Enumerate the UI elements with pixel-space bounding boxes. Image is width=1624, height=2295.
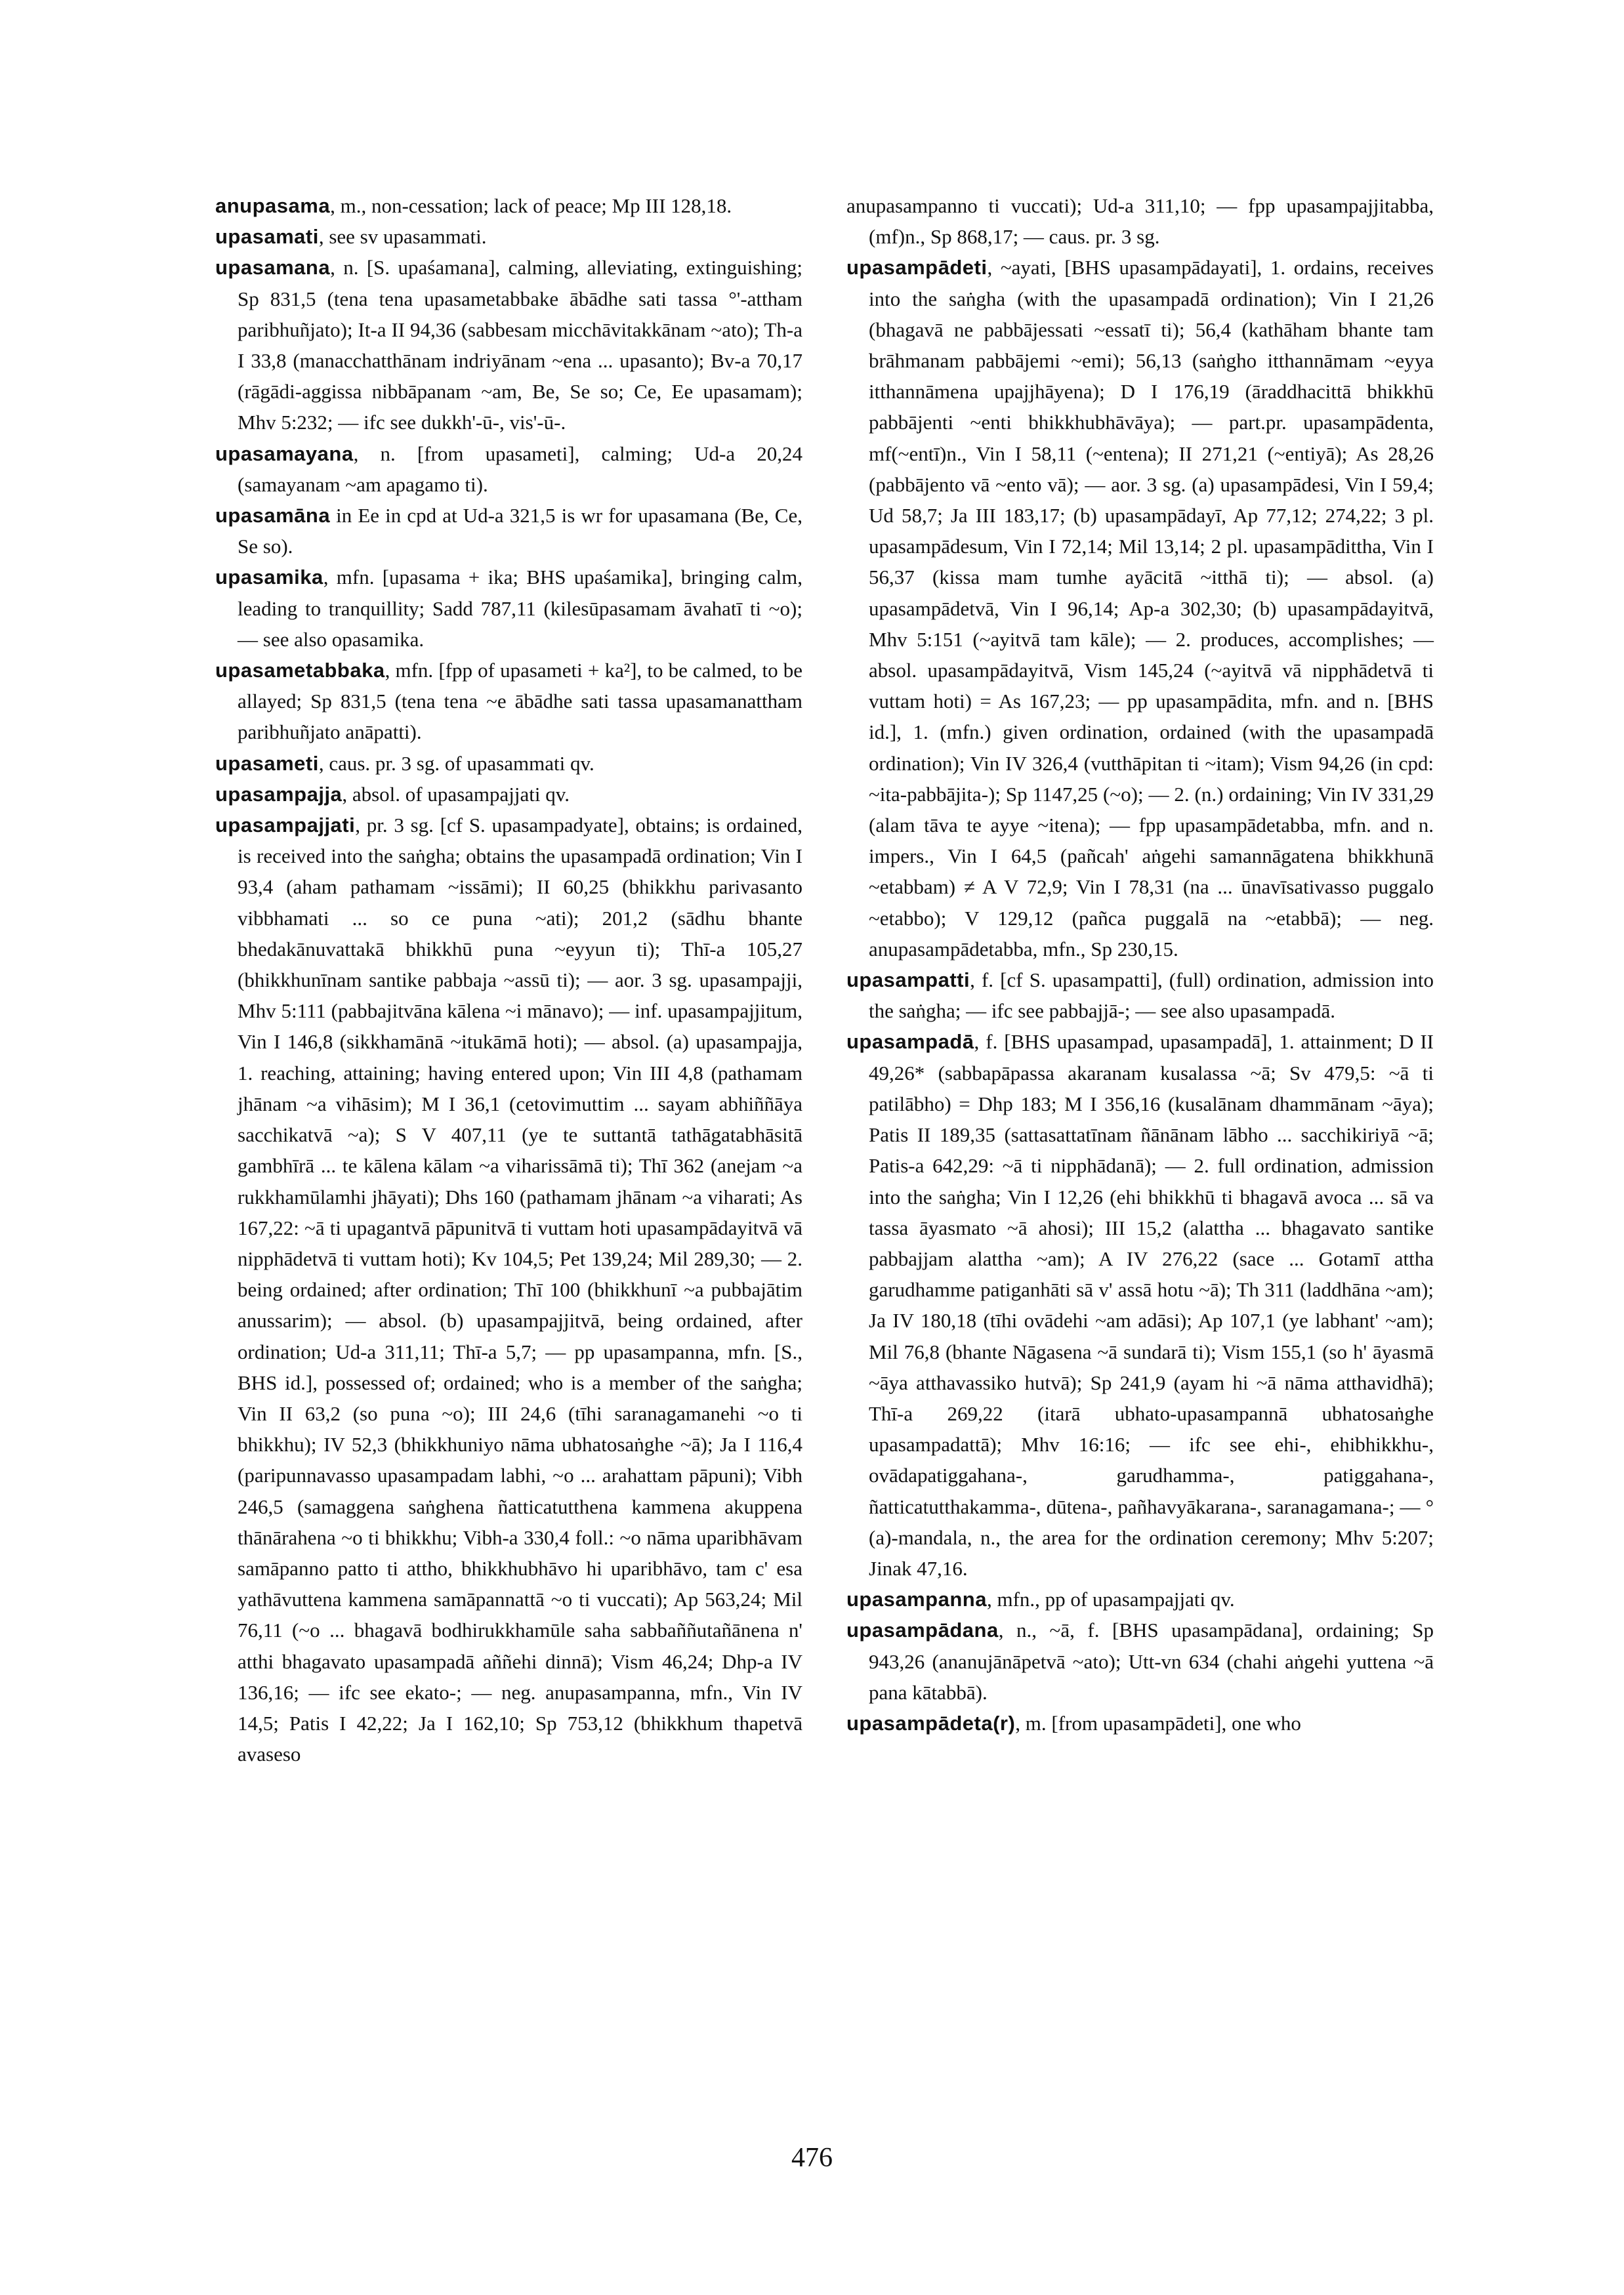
entry-body: in Ee in cpd at Ud-a 321,5 is wr for upasamana (Be, Ce, Se so). [238,504,802,558]
left-column [215,190,802,1769]
entry-body: , m. [from upasampādeti], one who [1015,1711,1301,1735]
entry-headword: upasamāna [215,504,331,527]
entry-body: , pr. 3 sg. [cf S. upasampadyate], obtains; is ordained, is received into the saṅgha; obtains the upasampadā ordination; Vin I 93,4 (aham pathamam ~issāmi); II 60,25 (bhikkhu parivasanto vibbhamati ... so ce puna ~ati); 201,2 (sādhu bhante bhedakānuvattakā bhikkhū puna ~eyyun ti); Thī-a 105,27 (bhikkhunīnam santike pabbaja ~assū ti); — aor. 3 sg. upasampajji, Mhv 5:111 (pabbajitvāna kālena ~i mānavo); — inf. upasampajjitum, Vin I 146,8 (sikkhamānā ~itukāmā hoti); — absol. (a) upasampajja, 1. reaching, attaining; having entered upon; Vin III 4,8 (pathamam jhānam ~a vihāsim); M I 36,1 (cetovimuttim ... sayam abhiññāya sacchikatvā ~a); S V 407,11 (ye te suttantā tathāgatabhāsitā gambhīrā ... te kālena kālam ~a viharissāmā ti); Thī 362 (anejam ~a rukkhamūlamhi jhāyati); Dhs 160 (pathamam jhānam ~a viharati; As 167,22: ~ā ti upagantvā pāpunitvā ti vuttam hoti upasampādayitvā vā nipphādetvā ti vuttam hoti); Kv 104,5; Pet 139,24; Mil 289,30; — 2. being ordained; after ordination; Thī 100 (bhikkhunī ~a pubbajātim anussarim); — absol. (b) upasampajjitvā, being ordained, after ordination; Ud-a 311,11; Thī-a 5,7; — pp upasampanna, mfn. [S., BHS id.], possessed of; ordained; who is a member of the saṅgha; Vin II 63,2 (so puna ~o); III 24,6 (tīhi saranagamanehi ~o ti bhikkhu); IV 52,3 (bhikkhuniyo nāma ubhatosaṅghe ~ā); Ja I 116,4 (paripunnavasso upasampadam labhi, ~o ... arahattam pāpuni); Vibh 246,5 (samaggena saṅghena ñatticatutthena kammena akuppena thānārahena ~o ti bhikkhu; Vibh-a 330,4 foll.: ~o nāma uparibhāvam samāpanno patto ti attho, bhikkhubhāvo hi uparibhāvo, tam c' esa yathāvuttena kammena samāpannattā ~o ti vuccati); Ap 563,24; Mil 76,11 (~o ... bhagavā bodhirukkhamūle saha sabbaññutañānena n' atthi bhagavato upasampadā aññehi dinnā); Vism 46,24; Dhp-a IV 136,16; — ifc see ekato-; — neg. anupasampanna, mfn., Vin IV 14,5; Patis I 42,22; Ja I 162,10; Sp 753,12 (bhikkhum thapetvā avaseso [238,814,802,1766]
entry-headword: upasamika [215,566,323,589]
entry-body: , ~ayati, [BHS upasampādayati], 1. ordains, receives into the saṅgha (with the upasampadā ordination); Vin I 21,26 (bhagavā ne pabbājessati ~essatī ti); 56,4 (kathāham bhante tam brāhmanam pabbājemi ~emi); 56,13 (saṅgho itthannāmam ~eyya itthannāmena upajjhāyena); D I 176,19 (āraddhacittā bhikkhū pabbājenti ~enti bhikkhubhāvāya); — part.pr. upasampādenta, mf(~entī)n., Vin I 58,11 (~entena); II 271,21 (~entiyā); As 28,26 (pabbājento vā ~ento vā); — aor. 3 sg. (a) upasampādesi, Vin I 59,4; Ud 58,7; Ja III 183,17; (b) upasampādayī, Ap 77,12; 274,22; 3 pl. upasampādesum, Vin I 72,14; Mil 13,14; 2 pl. upasampādittha, Vin I 56,37 (kissa mam tumhe ayācitā ~itthā ti); — absol. (a) upasampādetvā, Vin I 96,14; Ap-a 302,30; (b) upasampādayitvā, Mhv 5:151 (~ayitvā tam kāle); — 2. produces, accomplishes; — absol. upasampādayitvā, Vism 145,24 (~ayitvā vā nipphādetvā ti vuttam hoti) = As 167,23; — pp upasampādita, mfn. and n. [BHS id.], 1. (mfn.) given ordination, ordained (with the upasampadā ordination); Vin IV 326,4 (vutthāpitan ti ~itam); Vism 94,26 (in cpd: ~ita-pabbājita-); Sp 1147,25 (~o); — 2. (n.) ordaining; Vin IV 331,29 (alam tāva te ayye ~itena); — fpp upasampādetabba, mfn. and n. impers., Vin I 64,5 (pañcah' aṅgehi samannāgatena bhikkhunā ~etabbam) ≠ A V 72,9; Vin I 78,31 (na ... ūnavīsativasso puggalo ~etabbo); V 129,12 (pañca puggalā na ~etabbā); — neg. anupasampādetabba, mfn., Sp 230,15. [869,256,1434,961]
dictionary-entry [846,252,1434,964]
entry-headword: upasametabbaka [215,659,385,682]
dictionary-entry [215,252,802,438]
dictionary-entry [215,190,802,221]
dictionary-entry [846,1026,1434,1584]
dictionary-entry [215,500,802,562]
entry-headword: upasamana [215,256,331,279]
entry-body: , mfn., pp of upasampajjati qv. [986,1588,1235,1611]
dictionary-entry [846,1708,1434,1739]
entry-body: , mfn. [upasama + ika; BHS upaśamika], bringing calm, leading to tranquillity; Sadd 787,11 (kilesūpasamam āvahatī ti ~o); — see also opasamika. [238,566,802,651]
dictionary-entry [215,221,802,252]
dictionary-entry [846,1615,1434,1708]
entry-body: , mfn. [fpp of upasameti + ka²], to be calmed, to be allayed; Sp 831,5 (tena tena ~e ābādhe sati tassa upasamanattham paribhuñjato anāpatti). [238,659,802,744]
dictionary-entry [215,748,802,779]
entry-headword: upasampādana [846,1619,999,1642]
entry-body: , f. [cf S. upasampatti], (full) ordination, admission into the saṅgha; — ifc see pabbajjā-; — see also upasampadā. [869,968,1434,1023]
entry-body: , n. [S. upaśamana], calming, alleviating, extinguishing; Sp 831,5 (tena tena upasametabbake ābādhe sati tassa °'-attham paribhuñjato); It-a II 94,36 (sabbesam micchāvitakkānam ~ato); Th-a I 33,8 (manacchatthānam indriyānam ~ena ... upasanto); Bv-a 70,17 (rāgādi-aggissa nibbāpanam ~am, Be, Se so; Ce, Ee upasamam); Mhv 5:232; — ifc see dukkh'-ū-, vis'-ū-. [238,256,802,434]
right-column [846,190,1434,1739]
dictionary-entry [215,562,802,655]
entry-body: , m., non-cessation; lack of peace; Mp III 128,18. [330,194,732,217]
dictionary-entry [215,779,802,810]
dictionary-entry [215,810,802,1769]
dictionary-entry [846,1584,1434,1615]
entry-headword: anupasama [215,194,331,217]
entry-headword: upasampadā [846,1030,974,1054]
entry-headword: upasampādeti [846,256,988,279]
entry-body: , n. [from upasameti], calming; Ud-a 20,24 (samayanam ~am apagamo ti). [238,442,802,496]
dictionary-entry [846,190,1434,252]
page-number: 476 [791,2143,833,2173]
entry-headword: upasamati [215,225,319,249]
entry-headword: upasampajjati [215,814,356,837]
entry-body: anupasampanno ti vuccati); Ud-a 311,10; — fpp upasampajjitabba, (mf)n., Sp 868,17; — caus. pr. 3 sg. [846,194,1434,249]
entry-body: , caus. pr. 3 sg. of upasammati qv. [318,751,594,775]
entry-headword: upasampajja [215,782,343,806]
entry-body: , f. [BHS upasampad, upasampadā], 1. attainment; D II 49,26* (sabbapāpassa akaranam kusalassa ~ā; Sv 479,5: ~ā ti patilābho) = Dhp 183; M I 356,16 (kusalānam dhammānam ~āya); Patis II 189,35 (sattasattatīnam ñānānam lābho ... sacchikiriyā ~ā; Patis-a 642,29: ~ā ti nipphādanā); — 2. full ordination, admission into the saṅgha; Vin I 12,26 (ehi bhikkhū ti bhagavā avoca ... sā va tassa āyasmato ~ā ahosi); III 15,2 (alattha ... bhagavato santike pabbajjam alattha ~am); A IV 276,22 (sace ... Gotamī attha garudhamme patiganhāti sā v' assā hotu ~ā); Th 311 (laddhāna ~am); Ja IV 180,18 (tīhi ovādehi ~am adāsi); Ap 107,1 (ye labhant' ~am); Mil 76,8 (bhante Nāgasena ~ā sundarā ti); Vism 155,1 (so h' āyasmā ~āya atthavassiko hutvā); Sp 241,9 (ayam hi ~ā nāma atthavidhā); Thī-a 269,22 (itarā ubhato-upasampannā ubhatosaṅghe upasampadattā); Mhv 16:16; — ifc see ehi-, ehibhikkhu-, ovādapatiggahana-, garudhamma-, patiggahana-, ñatticatutthakamma-, dūtena-, pañhavyākarana-, saranagamana-; — °(a)-mandala, n., the area for the ordination ceremony; Mhv 5:207; Jinak 47,16. [869,1030,1434,1580]
dictionary-entry [215,655,802,748]
entry-body: , see sv upasammati. [318,225,487,249]
entry-headword: upasampādeta(r) [846,1711,1016,1735]
entry-headword: upasameti [215,751,319,775]
dictionary-entry [846,964,1434,1026]
dictionary-entry [215,438,802,500]
entry-body: , n., ~ā, f. [BHS upasampādana], ordaining; Sp 943,26 (ananujānāpetvā ~ato); Utt-vn 634 (chahi aṅgehi yuttena ~ā pana kātabbā). [869,1619,1434,1704]
entry-headword: upasampatti [846,968,970,992]
entry-headword: upasamayana [215,442,354,465]
entry-headword: upasampanna [846,1588,987,1611]
entry-body: , absol. of upasampajjati qv. [342,782,570,806]
